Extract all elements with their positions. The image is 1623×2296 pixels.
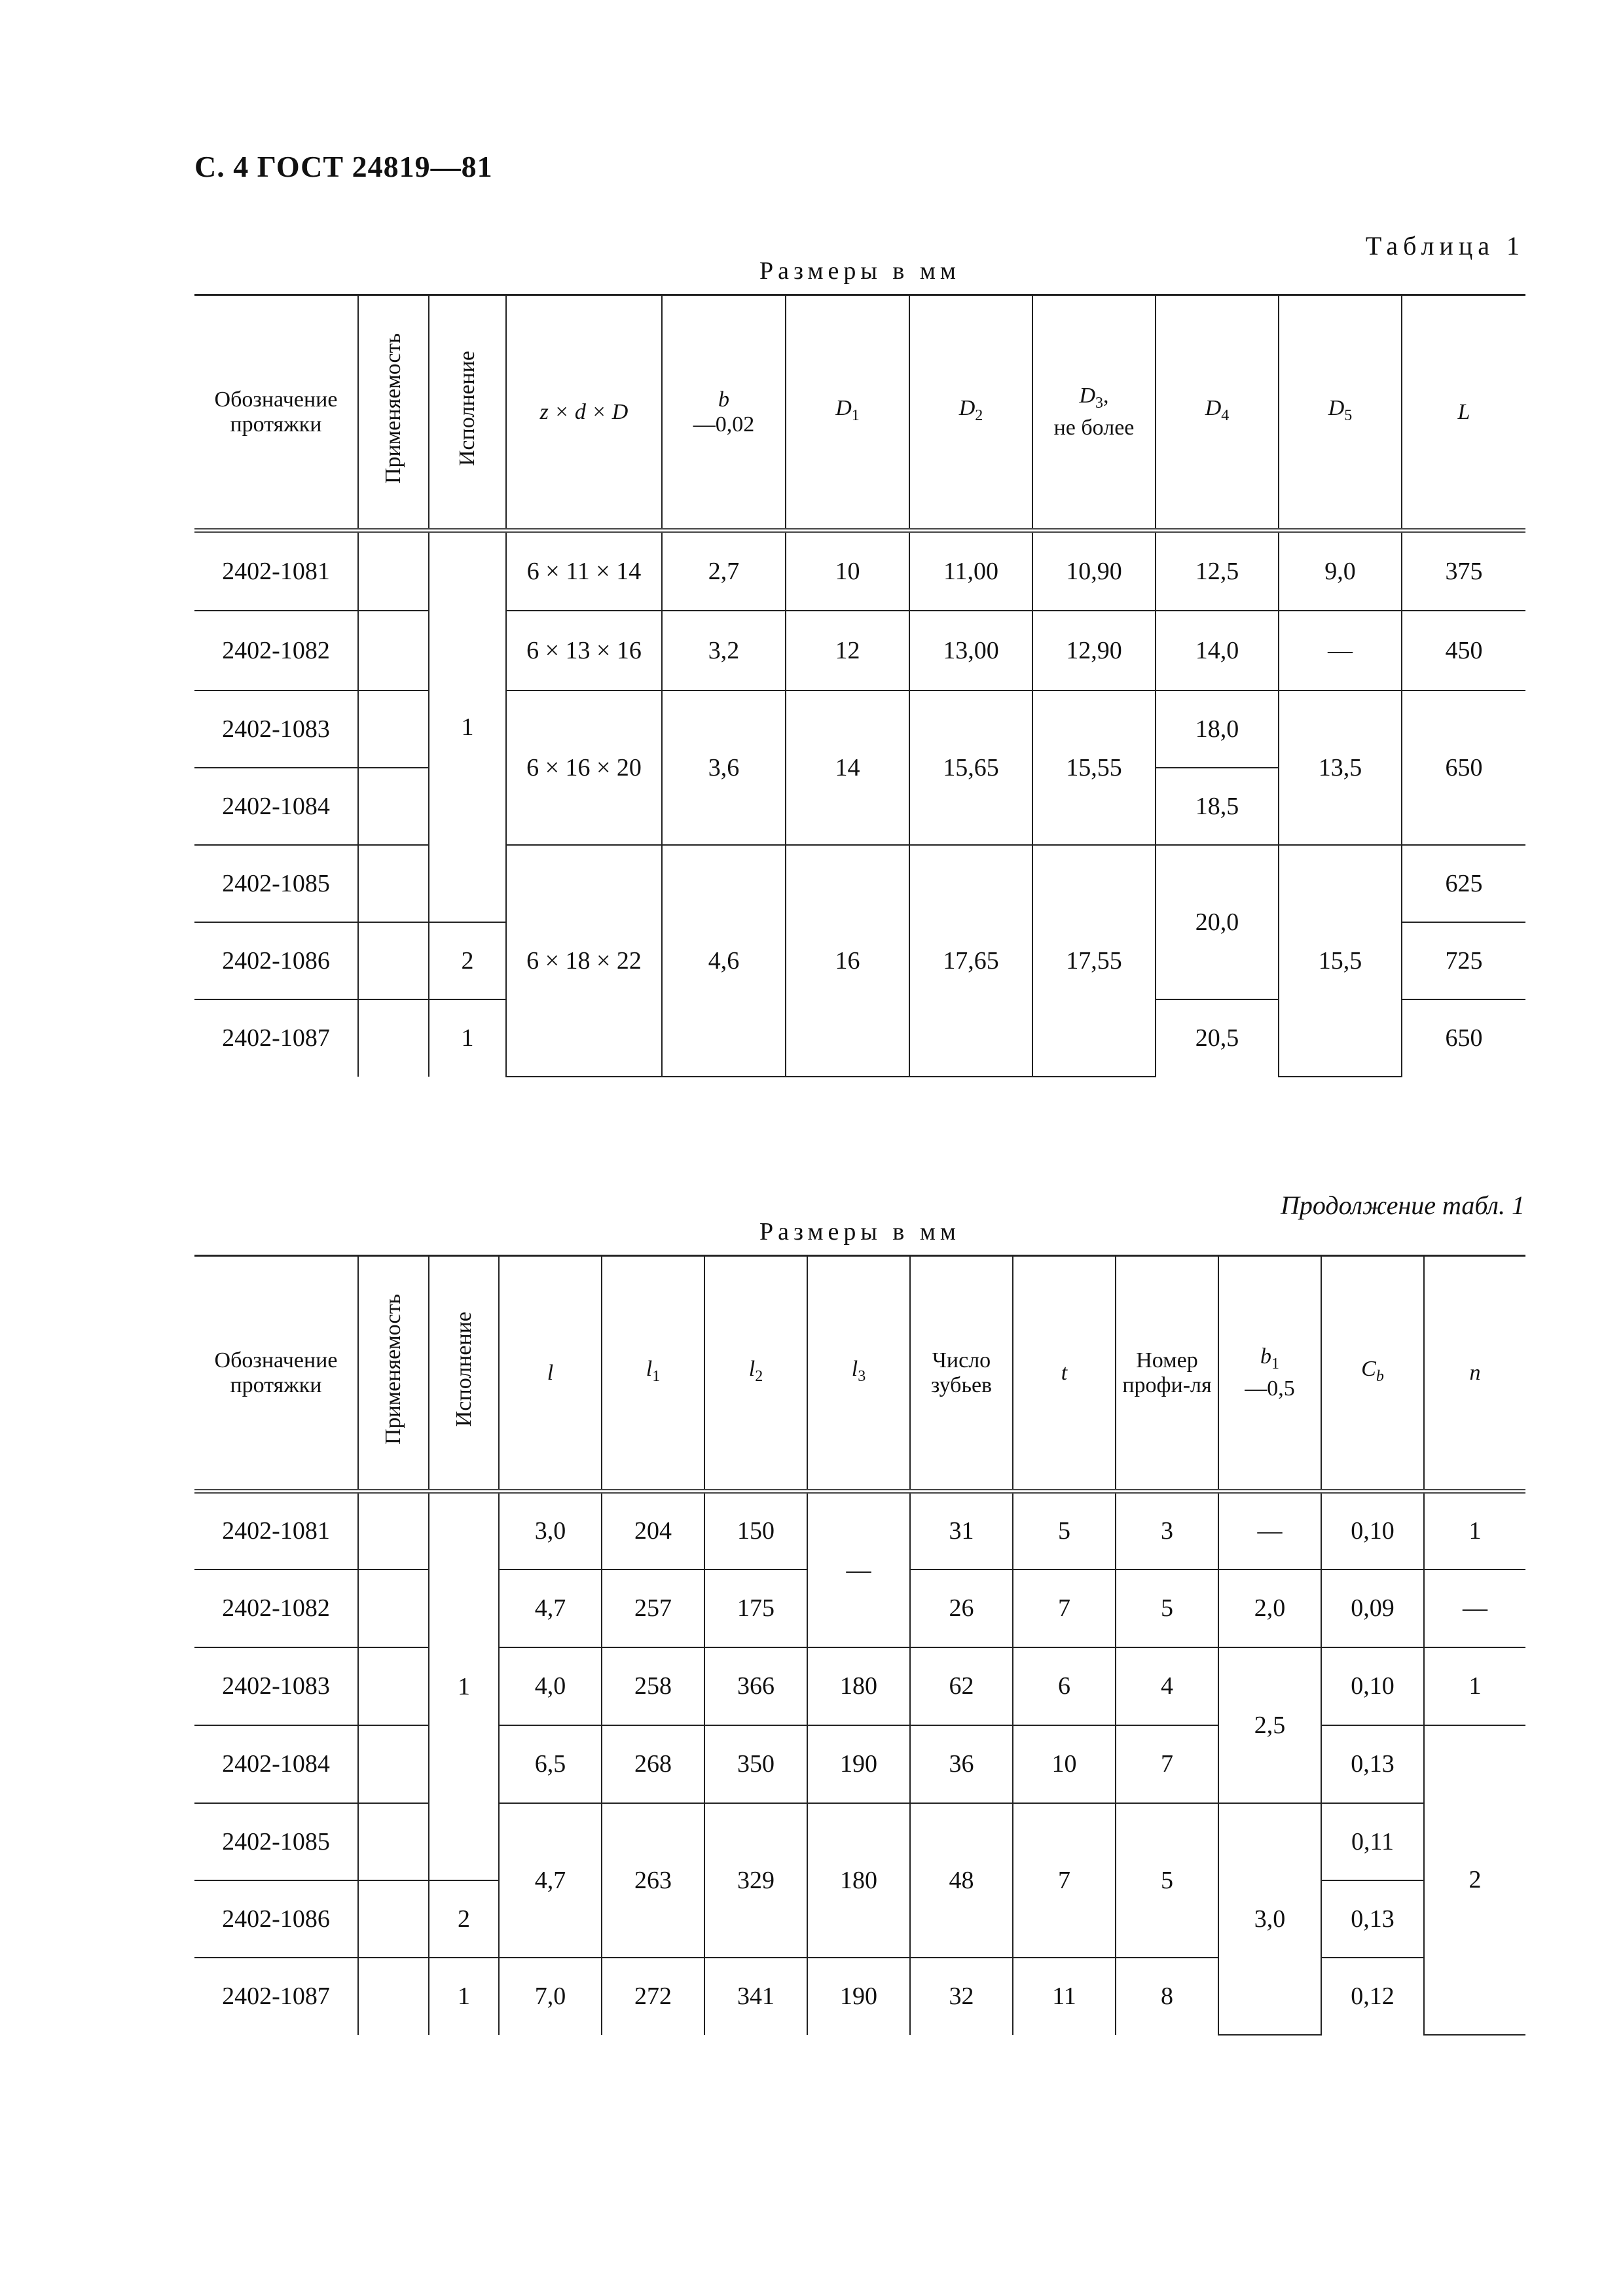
cell-designation: 2402-1085 — [194, 1803, 358, 1880]
cell-zdd: 6 × 18 × 22 — [506, 845, 662, 1077]
cell-applicability — [358, 922, 429, 999]
cell-l2: 341 — [704, 1958, 807, 2035]
header-teeth: Число зубьев — [910, 1256, 1013, 1492]
header-d1: $D_1$ — [786, 295, 909, 531]
cell-d3: 17,55 — [1032, 845, 1156, 1077]
cell-t: 10 — [1013, 1725, 1116, 1803]
cell-d3: 12,90 — [1032, 611, 1156, 691]
cell-l2: 175 — [704, 1570, 807, 1647]
header-d2: $D_2$ — [909, 295, 1032, 531]
cell-cb: 0,09 — [1321, 1570, 1424, 1647]
cell-profile: 3 — [1116, 1492, 1218, 1570]
cell-applicability — [358, 531, 429, 611]
cell-l2: 329 — [704, 1803, 807, 1958]
cell-applicability — [358, 1492, 429, 1570]
cell-designation: 2402-1081 — [194, 1492, 358, 1570]
cell-l: 4,0 — [499, 1647, 602, 1725]
header-cb: $C_b$ — [1321, 1256, 1424, 1492]
cell-l3: — — [807, 1492, 910, 1647]
header-l3: $l_3$ — [807, 1256, 910, 1492]
table-row — [194, 1725, 1525, 1803]
cell-b: 4,6 — [662, 845, 786, 1077]
cell-profile: 5 — [1116, 1803, 1218, 1958]
cell-designation: 2402-1083 — [194, 1647, 358, 1725]
cell-applicability — [358, 1880, 429, 1958]
cell-l3: 190 — [807, 1958, 910, 2035]
units-label: Размеры в мм — [759, 1218, 960, 1246]
header-l: l — [499, 1256, 602, 1492]
cell-designation: 2402-1087 — [194, 1958, 358, 2035]
cell-b1: 2,0 — [1218, 1570, 1321, 1647]
cell-l: 650 — [1402, 691, 1525, 845]
header-version: Исполнение — [429, 1256, 499, 1492]
cell-t: 6 — [1013, 1647, 1116, 1725]
cell-d1: 10 — [786, 531, 909, 611]
cell-designation: 2402-1082 — [194, 1570, 358, 1647]
cell-designation: 2402-1086 — [194, 1880, 358, 1958]
cell-applicability — [358, 845, 429, 922]
header-profile: Номер профи-ля — [1116, 1256, 1218, 1492]
cell-l3: 180 — [807, 1647, 910, 1725]
cell-cb: 0,10 — [1321, 1492, 1424, 1570]
cell-version: 1 — [429, 1492, 499, 1880]
table-row — [194, 845, 1525, 922]
cell-l: 625 — [1402, 845, 1525, 922]
cell-d1: 12 — [786, 611, 909, 691]
cell-profile: 8 — [1116, 1958, 1218, 2035]
header-b1: $b_1$ —0,5 — [1218, 1256, 1321, 1492]
cell-d2: 15,65 — [909, 691, 1032, 845]
cell-designation: 2402-1084 — [194, 1725, 358, 1803]
cell-b1: 2,5 — [1218, 1647, 1321, 1803]
cell-teeth: 32 — [910, 1958, 1013, 2035]
cell-version: 1 — [429, 1958, 499, 2035]
header-version: Исполнение — [429, 295, 506, 531]
cell-n: — — [1424, 1570, 1525, 1647]
cell-d3: 15,55 — [1032, 691, 1156, 845]
cell-designation: 2402-1082 — [194, 611, 358, 691]
table-row — [194, 1492, 1525, 1570]
table-row — [194, 1647, 1525, 1725]
header-b: b —0,02 — [662, 295, 786, 531]
cell-b: 3,6 — [662, 691, 786, 845]
cell-d4: 20,0 — [1156, 845, 1279, 999]
cell-d5: — — [1279, 611, 1402, 691]
cell-applicability — [358, 1958, 429, 2035]
cell-applicability — [358, 1725, 429, 1803]
cell-l: 725 — [1402, 922, 1525, 999]
cell-applicability — [358, 691, 429, 768]
cell-l3: 190 — [807, 1725, 910, 1803]
cell-b1: 3,0 — [1218, 1803, 1321, 2035]
cell-d4: 18,0 — [1156, 691, 1279, 768]
cell-cb: 0,11 — [1321, 1803, 1424, 1880]
cell-version: 1 — [429, 531, 506, 922]
table-row — [194, 611, 1525, 691]
cell-applicability — [358, 1647, 429, 1725]
cell-l: 6,5 — [499, 1725, 602, 1803]
cell-n: 2 — [1424, 1725, 1525, 2035]
header-d3: $D_3$, не более — [1032, 295, 1156, 531]
table-row — [194, 1803, 1525, 1880]
cell-l1: 204 — [602, 1492, 704, 1570]
cell-applicability — [358, 768, 429, 845]
cell-cb: 0,13 — [1321, 1880, 1424, 1958]
cell-version: 2 — [429, 922, 506, 999]
cell-designation: 2402-1086 — [194, 922, 358, 999]
cell-designation: 2402-1084 — [194, 768, 358, 845]
table-caption: Таблица 1 — [1365, 231, 1525, 260]
cell-l2: 150 — [704, 1492, 807, 1570]
cell-profile: 7 — [1116, 1725, 1218, 1803]
cell-applicability — [358, 1803, 429, 1880]
cell-d2: 17,65 — [909, 845, 1032, 1077]
cell-t: 7 — [1013, 1570, 1116, 1647]
cell-designation: 2402-1081 — [194, 531, 358, 611]
cell-l2: 350 — [704, 1725, 807, 1803]
cell-cb: 0,12 — [1321, 1958, 1424, 2035]
cell-d3: 10,90 — [1032, 531, 1156, 611]
cell-applicability — [358, 611, 429, 691]
cell-l1: 272 — [602, 1958, 704, 2035]
cell-version: 1 — [429, 999, 506, 1077]
cell-cb: 0,13 — [1321, 1725, 1424, 1803]
cell-d1: 16 — [786, 845, 909, 1077]
table-1-continuation — [194, 1255, 1525, 2036]
header-designation: Обозначение протяжки — [194, 295, 358, 531]
page-header: С. 4 ГОСТ 24819—81 — [194, 150, 493, 183]
cell-designation: 2402-1083 — [194, 691, 358, 768]
header-applicability: Применяемость — [358, 295, 429, 531]
cell-t: 7 — [1013, 1803, 1116, 1958]
cell-b1: — — [1218, 1492, 1321, 1570]
cell-d4: 18,5 — [1156, 768, 1279, 845]
cell-l: 375 — [1402, 531, 1525, 611]
cell-zdd: 6 × 11 × 14 — [506, 531, 662, 611]
cell-l: 650 — [1402, 999, 1525, 1077]
cell-teeth: 31 — [910, 1492, 1013, 1570]
cell-l3: 180 — [807, 1803, 910, 1958]
cell-l1: 258 — [602, 1647, 704, 1725]
cell-l: 3,0 — [499, 1492, 602, 1570]
cell-applicability — [358, 999, 429, 1077]
cell-d2: 11,00 — [909, 531, 1032, 611]
cell-l: 450 — [1402, 611, 1525, 691]
header-d5: $D_5$ — [1279, 295, 1402, 531]
cell-b: 2,7 — [662, 531, 786, 611]
cell-cb: 0,10 — [1321, 1647, 1424, 1725]
header-n: n — [1424, 1256, 1525, 1492]
cell-zdd: 6 × 16 × 20 — [506, 691, 662, 845]
cell-t: 11 — [1013, 1958, 1116, 2035]
header-l2: $l_2$ — [704, 1256, 807, 1492]
cell-n: 1 — [1424, 1647, 1525, 1725]
header-d4: $D_4$ — [1156, 295, 1279, 531]
cell-designation: 2402-1087 — [194, 999, 358, 1077]
cell-l: 4,7 — [499, 1570, 602, 1647]
cell-teeth: 36 — [910, 1725, 1013, 1803]
cell-profile: 4 — [1116, 1647, 1218, 1725]
header-t: t — [1013, 1256, 1116, 1492]
cell-l1: 257 — [602, 1570, 704, 1647]
table-1 — [194, 294, 1525, 1077]
header-applicability: Применяемость — [358, 1256, 429, 1492]
table-row — [194, 531, 1525, 611]
cell-d4: 12,5 — [1156, 531, 1279, 611]
cell-applicability — [358, 1570, 429, 1647]
header-l: L — [1402, 295, 1525, 531]
table-row — [194, 691, 1525, 768]
cell-l: 4,7 — [499, 1803, 602, 1958]
table-row — [194, 1958, 1525, 2035]
cell-d5: 9,0 — [1279, 531, 1402, 611]
table-continuation-caption: Продолжение табл. 1 — [1280, 1191, 1525, 1220]
header-designation: Обозначение протяжки — [194, 1256, 358, 1492]
cell-l2: 366 — [704, 1647, 807, 1725]
cell-l1: 268 — [602, 1725, 704, 1803]
cell-b: 3,2 — [662, 611, 786, 691]
cell-l: 7,0 — [499, 1958, 602, 2035]
cell-teeth: 48 — [910, 1803, 1013, 1958]
header-zdd: z × d × D — [506, 295, 662, 531]
cell-t: 5 — [1013, 1492, 1116, 1570]
cell-teeth: 62 — [910, 1647, 1013, 1725]
cell-n: 1 — [1424, 1492, 1525, 1570]
cell-d5: 13,5 — [1279, 691, 1402, 845]
cell-version: 2 — [429, 1880, 499, 1958]
cell-d4: 14,0 — [1156, 611, 1279, 691]
cell-l1: 263 — [602, 1803, 704, 1958]
cell-d2: 13,00 — [909, 611, 1032, 691]
cell-profile: 5 — [1116, 1570, 1218, 1647]
cell-d5: 15,5 — [1279, 845, 1402, 1077]
header-l1: $l_1$ — [602, 1256, 704, 1492]
cell-d1: 14 — [786, 691, 909, 845]
cell-teeth: 26 — [910, 1570, 1013, 1647]
units-label: Размеры в мм — [759, 257, 960, 285]
cell-designation: 2402-1085 — [194, 845, 358, 922]
cell-zdd: 6 × 13 × 16 — [506, 611, 662, 691]
cell-d4: 20,5 — [1156, 999, 1279, 1077]
